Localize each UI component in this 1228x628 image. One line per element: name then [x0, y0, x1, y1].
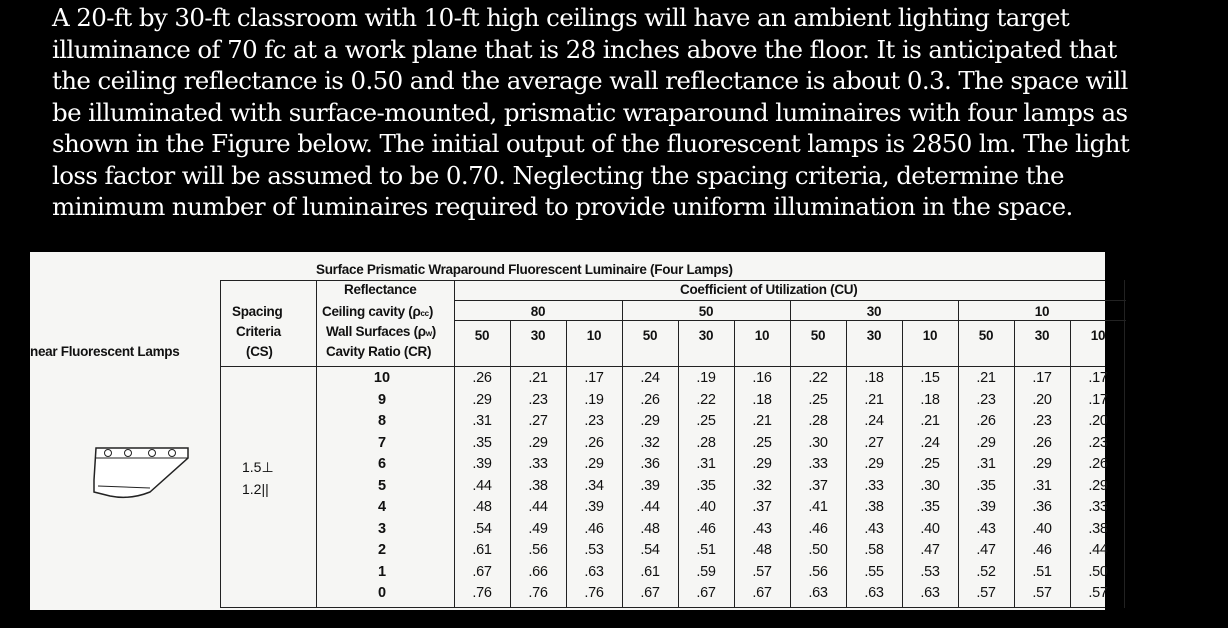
cavity-ratio-value: 10	[373, 370, 391, 386]
reflectance-label: Reflectance	[344, 282, 417, 297]
cu-cell: .29	[640, 413, 660, 429]
grid-line	[510, 320, 511, 608]
cu-cell: .29	[752, 456, 772, 472]
problem-statement	[52, 2, 1192, 223]
cavity-ratio-value: 9	[377, 391, 387, 408]
wall-surfaces-text: Wall Surfaces (ρ	[326, 324, 426, 339]
cavity-ratio-value: 4	[377, 499, 387, 515]
cu-cell: .23	[976, 391, 996, 408]
cu-cell: .29	[1088, 477, 1108, 494]
ceiling-cavity-subscript: cc	[420, 309, 429, 318]
cu-cell: .36	[640, 456, 660, 472]
wall-surfaces-subscript: w	[425, 329, 432, 338]
cu-cell: .30	[808, 434, 828, 451]
luminaire-icon	[90, 440, 194, 502]
cu-cell: .26	[1088, 456, 1108, 472]
cu-cell: .54	[472, 520, 492, 537]
wall-reflectance-value: 50	[474, 328, 490, 343]
grid-line	[902, 320, 903, 608]
ceiling-reflectance-value: 10	[1034, 304, 1050, 319]
ceiling-reflectance-value: 50	[698, 304, 714, 319]
cu-cell: .67	[696, 585, 716, 601]
wall-reflectance-value: 50	[642, 328, 658, 343]
cavity-ratio-value: 6	[377, 456, 387, 472]
cu-cell: .23	[1088, 434, 1108, 451]
wall-reflectance-value: 10	[1090, 328, 1106, 343]
cu-cell: .56	[528, 542, 548, 558]
cu-cell: .63	[584, 563, 604, 580]
cu-cell: .24	[920, 434, 940, 451]
cu-cell: .76	[584, 585, 604, 601]
cavity-ratio-value: 1	[377, 563, 387, 580]
cu-cell: .35	[976, 477, 996, 494]
cu-cell: .28	[696, 434, 716, 451]
cu-cell: .26	[640, 391, 660, 408]
problem-line: illuminance of 70 fc at a work plane that is 28 inches above the floor. It is anticipated that	[52, 34, 1117, 64]
cu-cell: .53	[584, 542, 604, 558]
cu-cell: .21	[864, 391, 884, 408]
cu-cell: .48	[640, 520, 660, 537]
cu-cell: .48	[752, 542, 772, 558]
wall-reflectance-value: 10	[754, 328, 770, 343]
cu-cell: .33	[864, 477, 884, 494]
cu-cell: .17	[1088, 391, 1108, 408]
cu-cell: .32	[752, 477, 772, 494]
wall-reflectance-value: 30	[866, 328, 882, 343]
cu-cell: .27	[528, 413, 548, 429]
spacing-label: Spacing	[232, 304, 283, 319]
problem-line: A 20-ft by 30-ft classroom with 10-ft high ceilings will have an ambient lighting target	[52, 3, 1070, 32]
cu-cell: .50	[808, 542, 828, 558]
wall-reflectance-value: 30	[1034, 328, 1050, 343]
cu-cell: .24	[864, 413, 884, 429]
cu-cell: .25	[696, 413, 716, 429]
cu-cell: .31	[696, 456, 716, 472]
cu-cell: .22	[696, 391, 716, 408]
cu-cell: .31	[472, 413, 492, 429]
problem-line: loss factor will be assumed to be 0.70. Neglecting the spacing criteria, determine the	[52, 160, 1064, 190]
problem-line: the ceiling reflectance is 0.50 and the average wall reflectance is about 0.3. The space will	[52, 66, 1128, 95]
grid-line	[220, 607, 1105, 608]
cu-cell: .51	[696, 542, 716, 558]
cu-cell: .37	[808, 477, 828, 494]
cu-cell: .25	[752, 434, 772, 451]
cu-cell: .29	[864, 456, 884, 472]
cu-cell: .37	[752, 499, 772, 515]
grid-line	[1070, 320, 1071, 608]
cu-cell: .21	[752, 413, 772, 429]
cu-cell: .34	[584, 477, 604, 494]
cu-cell: .16	[752, 370, 772, 386]
cu-cell: .33	[528, 456, 548, 472]
cu-cell: .18	[752, 391, 772, 408]
wall-reflectance-value: 30	[698, 328, 714, 343]
cu-cell: .20	[1088, 413, 1108, 429]
spacing-perpendicular: 1.5⊥	[242, 459, 274, 475]
cu-cell: .29	[472, 391, 492, 408]
cu-cell: .35	[696, 477, 716, 494]
cu-cell: .47	[976, 542, 996, 558]
grid-line	[958, 300, 959, 608]
cu-cell: .40	[920, 520, 940, 537]
cu-cell: .21	[920, 413, 940, 429]
cu-cell: .76	[528, 585, 548, 601]
criteria-label: Criteria	[236, 324, 281, 339]
cu-cell: .67	[752, 585, 772, 601]
cu-cell: .49	[528, 520, 548, 537]
cu-cell: .29	[584, 456, 604, 472]
cu-cell: .54	[640, 542, 660, 558]
cu-cell: .40	[1032, 520, 1052, 537]
cu-cell: .28	[808, 413, 828, 429]
cu-cell: .58	[864, 542, 884, 558]
grid-line	[220, 366, 1105, 367]
problem-line: shown in the Figure below. The initial output of the fluorescent lamps is 2850 lm. The light	[52, 129, 1130, 158]
cu-cell: .26	[1032, 434, 1052, 451]
cu-cell: .41	[808, 499, 828, 515]
cu-cell: .63	[864, 585, 884, 601]
grid-line	[1014, 320, 1015, 608]
grid-line	[790, 300, 791, 608]
cu-cell: .18	[920, 391, 940, 408]
cu-cell: .63	[920, 585, 940, 601]
table-title: Surface Prismatic Wraparound Fluorescent Luminaire (Four Lamps)	[316, 262, 733, 277]
cu-cell: .24	[640, 370, 660, 386]
cu-cell: .39	[472, 456, 492, 472]
cu-cell: .52	[976, 563, 996, 580]
cu-cell: .44	[528, 499, 548, 515]
cu-cell: .33	[808, 456, 828, 472]
cu-cell: .26	[472, 370, 492, 386]
cu-cell: .15	[920, 370, 940, 386]
cu-cell: .32	[640, 434, 660, 451]
cu-cell: .63	[808, 585, 828, 601]
wall-reflectance-value: 10	[586, 328, 602, 343]
cavity-ratio-value: 2	[377, 542, 387, 558]
cu-cell: .46	[1032, 542, 1052, 558]
cu-cell: .38	[528, 477, 548, 494]
cu-cell: .67	[640, 585, 660, 601]
cu-cell: .55	[864, 563, 884, 580]
cu-cell: .46	[584, 520, 604, 537]
cu-cell: .35	[472, 434, 492, 451]
cu-cell: .59	[696, 563, 716, 580]
cu-cell: .66	[528, 563, 548, 580]
cu-cell: .67	[472, 563, 492, 580]
cu-cell: .39	[640, 477, 660, 494]
grid-line	[454, 280, 455, 608]
cu-cell: .17	[584, 370, 604, 386]
cu-cell: .43	[976, 520, 996, 537]
cu-cell: .23	[528, 391, 548, 408]
cu-cell: .30	[920, 477, 940, 494]
spacing-values	[242, 456, 274, 500]
cu-cell: .33	[1088, 499, 1108, 515]
wall-reflectance-value: 30	[530, 328, 546, 343]
grid-line	[220, 280, 221, 608]
grid-line	[316, 280, 317, 608]
ceiling-reflectance-value: 80	[530, 304, 546, 319]
grid-line	[622, 300, 623, 608]
cu-cell: .21	[528, 370, 548, 386]
cu-cell: .18	[864, 370, 884, 386]
cu-cell: .25	[808, 391, 828, 408]
cu-cell: .44	[1088, 542, 1108, 558]
cavity-ratio-value: 0	[377, 585, 387, 601]
cu-cell: .46	[808, 520, 828, 537]
wall-reflectance-value: 50	[810, 328, 826, 343]
cu-cell: .61	[640, 563, 660, 580]
problem-line: be illuminated with surface-mounted, prismatic wraparound luminaires with four lamps as	[52, 97, 1128, 127]
cu-cell: .20	[1032, 391, 1052, 408]
lamps-label: near Fluorescent Lamps	[30, 344, 180, 359]
cu-cell: .57	[752, 563, 772, 580]
cu-cell: .57	[1088, 585, 1108, 601]
cu-cell: .17	[1088, 370, 1108, 386]
cu-cell: .35	[920, 499, 940, 515]
cu-cell: .38	[864, 499, 884, 515]
cu-cell: .29	[976, 434, 996, 451]
cu-cell: .23	[584, 413, 604, 429]
cu-cell: .26	[976, 413, 996, 429]
grid-line	[566, 320, 567, 608]
cu-cell: .31	[1032, 477, 1052, 494]
cu-cell: .43	[864, 520, 884, 537]
cu-cell: .21	[976, 370, 996, 386]
cavity-ratio-value: 3	[377, 520, 387, 537]
cu-cell: .39	[976, 499, 996, 515]
spacing-parallel: 1.2||	[242, 481, 269, 497]
cu-cell: .56	[808, 563, 828, 580]
cavity-ratio-value: 5	[377, 477, 387, 494]
cu-cell: .46	[696, 520, 716, 537]
grid-line	[1124, 280, 1125, 608]
cu-cell: .23	[1032, 413, 1052, 429]
cu-cell: .26	[584, 434, 604, 451]
ceiling-cavity-label: Ceiling cavity (ρcc)	[322, 304, 434, 319]
cavity-ratio-value: 8	[377, 413, 387, 429]
cu-cell: .19	[696, 370, 716, 386]
ceiling-cavity-text: Ceiling cavity (ρ	[322, 304, 421, 319]
cu-cell: .57	[976, 585, 996, 601]
grid-line	[846, 320, 847, 608]
cu-cell: .29	[1032, 456, 1052, 472]
wall-surfaces-label: Wall Surfaces (ρw)	[326, 324, 436, 339]
cu-cell: .27	[864, 434, 884, 451]
wall-reflectance-value: 10	[922, 328, 938, 343]
cavity-ratio-label: Cavity Ratio (CR)	[326, 344, 432, 359]
grid-line	[220, 280, 1105, 281]
cu-cell: .50	[1088, 563, 1108, 580]
cu-table-image	[30, 252, 1108, 610]
cu-cell: .51	[1032, 563, 1052, 580]
problem-line: minimum number of luminaires required to provide uniform illumination in the space.	[52, 192, 1073, 221]
grid-line	[734, 320, 735, 608]
cu-cell: .25	[920, 456, 940, 472]
cu-cell: .44	[640, 499, 660, 515]
cu-cell: .19	[584, 391, 604, 408]
cs-label: (CS)	[246, 344, 273, 359]
cu-cell: .57	[1032, 585, 1052, 601]
cu-cell: .29	[528, 434, 548, 451]
cu-cell: .36	[1032, 499, 1052, 515]
cu-label: Coefficient of Utilization (CU)	[680, 282, 858, 297]
cu-cell: .43	[752, 520, 772, 537]
wall-reflectance-value: 50	[978, 328, 994, 343]
grid-line	[678, 320, 679, 608]
cu-cell: .40	[696, 499, 716, 515]
cu-cell: .47	[920, 542, 940, 558]
cu-cell: .39	[584, 499, 604, 515]
cu-cell: .48	[472, 499, 492, 515]
cu-cell: .76	[472, 585, 492, 601]
cu-cell: .17	[1032, 370, 1052, 386]
cu-cell: .22	[808, 370, 828, 386]
cavity-ratio-value: 7	[377, 434, 387, 451]
cu-cell: .53	[920, 563, 940, 580]
cu-cell: .31	[976, 456, 996, 472]
cu-cell: .61	[472, 542, 492, 558]
cu-cell: .44	[472, 477, 492, 494]
ceiling-reflectance-value: 30	[866, 304, 882, 319]
cu-cell: .38	[1088, 520, 1108, 537]
